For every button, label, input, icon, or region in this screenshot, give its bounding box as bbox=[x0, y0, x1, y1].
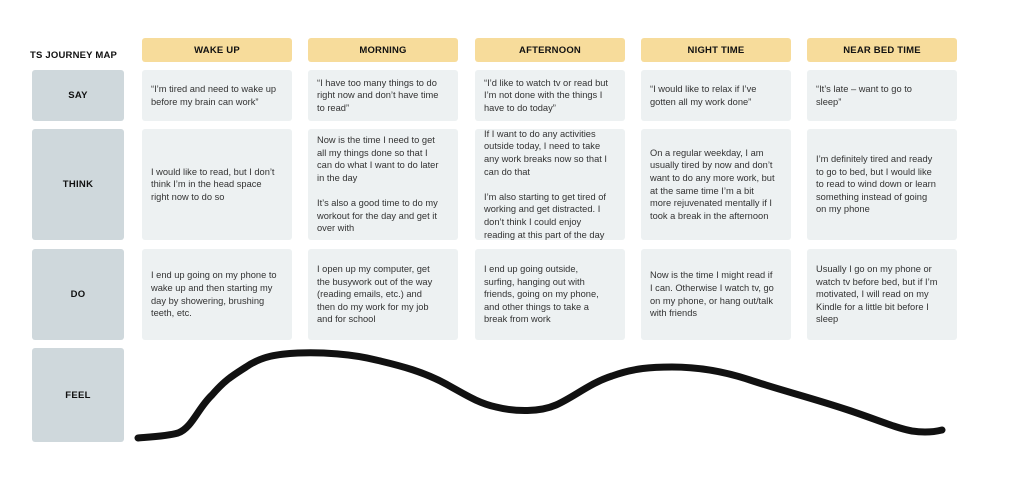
think-text-afternoon: If I want to do any activities outside today, I need to take any work breaks now so that I can do that I’m also starting to get tired of working and get distracted. I don’t think I could enjoy reading at this part of the day bbox=[484, 128, 607, 240]
journey-map-title: TS JOURNEY MAP bbox=[30, 50, 118, 61]
phase-header-morning: MORNING bbox=[308, 38, 458, 62]
think-cell-morning bbox=[308, 129, 458, 240]
do-cell-wake-up bbox=[142, 249, 292, 340]
say-text-near-bed-time: “It’s late – want to go to sleep” bbox=[816, 83, 912, 107]
say-cell-morning bbox=[308, 70, 458, 121]
row-label-do: DO bbox=[32, 249, 124, 340]
say-cell-afternoon bbox=[475, 70, 625, 121]
say-text-wake-up: “I’m tired and need to wake up before my brain can work” bbox=[151, 83, 277, 107]
feel-curve-line bbox=[138, 353, 942, 438]
think-cell-afternoon bbox=[475, 129, 625, 240]
say-cell-wake-up bbox=[142, 70, 292, 121]
say-cell-night-time bbox=[641, 70, 791, 121]
think-cell-wake-up bbox=[142, 129, 292, 240]
row-label-say: SAY bbox=[32, 70, 124, 121]
do-text-near-bed-time: Usually I go on my phone or watch tv before bed, but if I’m motivated, I will read on my Kindle for a little bit before I sleep bbox=[816, 264, 938, 325]
say-text-morning: “I have too many things to do right now and don’t have time to read” bbox=[317, 77, 439, 113]
think-cell-near-bed-time bbox=[807, 129, 957, 240]
say-text-afternoon: “I’d like to watch tv or read but I’m not done with the things I have to do today” bbox=[484, 77, 609, 113]
phase-header-near-bed-time: NEAR BED TIME bbox=[807, 38, 957, 62]
do-cell-night-time bbox=[641, 249, 791, 340]
do-text-afternoon: I end up going outside, surfing, hanging out with friends, going on my phone, and other things to take a break from work bbox=[484, 264, 599, 325]
do-cell-near-bed-time bbox=[807, 249, 957, 340]
think-text-night-time: On a regular weekday, I am usually tired by now and don’t want to do any more work, but at the same time I’m a bit more rejuvenated mentally if I took a break in the afternoon bbox=[650, 147, 775, 221]
do-text-morning: I open up my computer, get the busywork out of the way (reading emails, etc.) and then do my work for my job and for school bbox=[317, 264, 433, 325]
phase-header-wake-up: WAKE UP bbox=[142, 38, 292, 62]
think-text-wake-up: I would like to read, but I don’t think I’m in the head space right now to do so bbox=[151, 166, 275, 202]
do-text-wake-up: I end up going on my phone to wake up and then starting my day by showering, brushing teeth, etc. bbox=[151, 270, 277, 319]
do-cell-morning bbox=[308, 249, 458, 340]
think-text-near-bed-time: I’m definitely tired and ready to go to bed, but I would like to read to wind down or learn something instead of going on my phone bbox=[816, 154, 936, 215]
row-label-feel: FEEL bbox=[32, 348, 124, 442]
phase-header-night-time: NIGHT TIME bbox=[641, 38, 791, 62]
say-cell-near-bed-time bbox=[807, 70, 957, 121]
row-label-think: THINK bbox=[32, 129, 124, 240]
think-text-morning: Now is the time I need to get all my things done so that I can do what I want to do later in the day It’s also a good time to do my workout for the day and get it over with bbox=[317, 135, 439, 234]
phase-header-afternoon: AFTERNOON bbox=[475, 38, 625, 62]
do-cell-afternoon bbox=[475, 249, 625, 340]
say-text-night-time: “I would like to relax if I’ve gotten all my work done” bbox=[650, 83, 757, 107]
think-cell-night-time bbox=[641, 129, 791, 240]
do-text-night-time: Now is the time I might read if I can. Otherwise I watch tv, go on my phone, or hang out/talk with friends bbox=[650, 270, 774, 319]
